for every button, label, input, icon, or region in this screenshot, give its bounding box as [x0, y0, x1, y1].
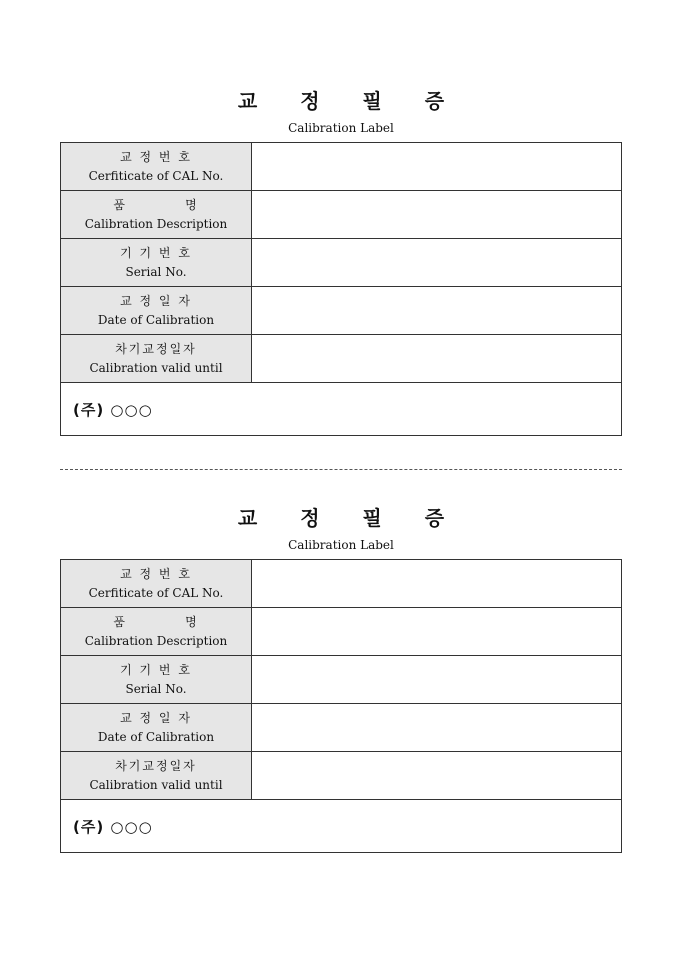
- row-label: [61, 608, 252, 656]
- label-english: Calibration valid until: [89, 777, 223, 792]
- row-label: [61, 191, 252, 239]
- row-description: [61, 191, 622, 239]
- row-valid-until: [61, 335, 622, 383]
- label-english: Calibration Description: [84, 216, 228, 231]
- valid-until-field[interactable]: [252, 752, 622, 800]
- calibration-form-table: [60, 142, 622, 436]
- row-label: [61, 704, 252, 752]
- serial-no-field[interactable]: [252, 656, 622, 704]
- description-field[interactable]: [252, 608, 622, 656]
- label-english: Cerfiticate of CAL No.: [88, 168, 224, 183]
- row-label: [61, 752, 252, 800]
- label-title: 교 정 필 증: [237, 506, 463, 530]
- row-calibration-date: [61, 287, 622, 335]
- label-korean: 기 기 번 호: [120, 662, 192, 677]
- label-english: Serial No.: [125, 681, 187, 696]
- label-korean: 기 기 번 호: [120, 245, 192, 260]
- company-name: (주) ○○○: [61, 383, 622, 436]
- label-english: Serial No.: [125, 264, 187, 279]
- label-korean: 교 정 번 호: [120, 566, 192, 581]
- row-company: [61, 383, 622, 436]
- label-title: 교 정 필 증: [237, 89, 463, 113]
- row-certificate-no: [61, 143, 622, 191]
- row-label: [61, 335, 252, 383]
- label-korean: 차기교정일자: [115, 758, 197, 773]
- label-english: Date of Calibration: [97, 729, 215, 744]
- description-field[interactable]: [252, 191, 622, 239]
- row-company: [61, 800, 622, 853]
- certificate-no-field[interactable]: [252, 560, 622, 608]
- label-korean: 교 정 일 자: [120, 293, 192, 308]
- row-calibration-date: [61, 704, 622, 752]
- row-serial-no: [61, 239, 622, 287]
- row-label: [61, 287, 252, 335]
- calibration-label-bottom: [60, 503, 622, 853]
- valid-until-field[interactable]: [252, 335, 622, 383]
- row-label: [61, 560, 252, 608]
- row-description: [61, 608, 622, 656]
- certificate-no-field[interactable]: [252, 143, 622, 191]
- label-korean: 품 명: [113, 197, 199, 212]
- row-serial-no: [61, 656, 622, 704]
- calibration-date-field[interactable]: [252, 704, 622, 752]
- calibration-date-field[interactable]: [252, 287, 622, 335]
- company-name: (주) ○○○: [61, 800, 622, 853]
- label-subtitle: Calibration Label: [288, 121, 394, 135]
- label-korean: 교 정 일 자: [120, 710, 192, 725]
- row-label: [61, 239, 252, 287]
- label-korean: 차기교정일자: [115, 341, 197, 356]
- row-label: [61, 143, 252, 191]
- label-korean: 품 명: [113, 614, 199, 629]
- calibration-label-top: [60, 86, 622, 436]
- cut-line-divider: [60, 469, 622, 470]
- label-subtitle: Calibration Label: [288, 538, 394, 552]
- row-valid-until: [61, 752, 622, 800]
- label-korean: 교 정 번 호: [120, 149, 192, 164]
- label-english: Date of Calibration: [97, 312, 215, 327]
- label-english: Calibration Description: [84, 633, 228, 648]
- serial-no-field[interactable]: [252, 239, 622, 287]
- label-english: Calibration valid until: [89, 360, 223, 375]
- row-label: [61, 656, 252, 704]
- row-certificate-no: [61, 560, 622, 608]
- label-english: Cerfiticate of CAL No.: [88, 585, 224, 600]
- calibration-form-table: [60, 559, 622, 853]
